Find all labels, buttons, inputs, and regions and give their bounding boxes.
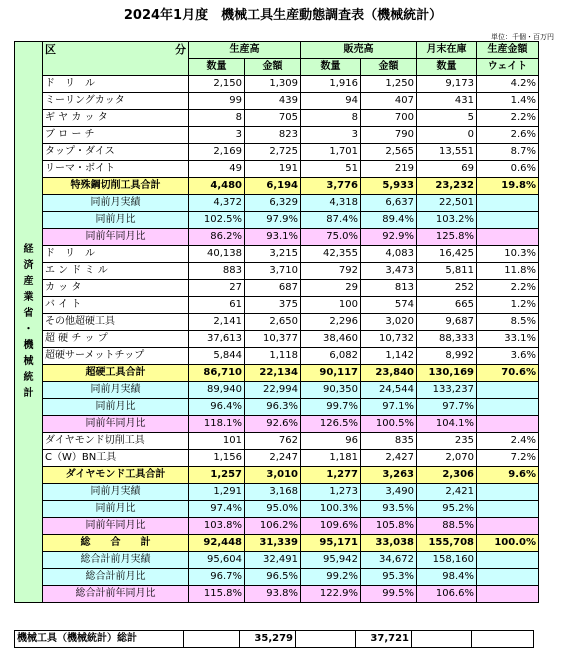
row-value: 96.4% — [189, 399, 245, 416]
row-value: 99.2% — [301, 569, 361, 586]
side-label: 経 済 産 業 省 ・ 機 械 統 計 — [15, 42, 43, 603]
row-label: 同前月比 — [43, 212, 189, 229]
row-value: 4.2% — [477, 76, 539, 93]
row-value: 7.2% — [477, 450, 539, 467]
row-value: 2,427 — [361, 450, 417, 467]
row-value: 5,811 — [417, 263, 477, 280]
row-value: 103.8% — [189, 518, 245, 535]
row-value: 2.2% — [477, 280, 539, 297]
row-value: 105.8% — [361, 518, 417, 535]
inventory-qty-header: 数量 — [417, 59, 477, 76]
production-amount-header: 金額 — [245, 59, 301, 76]
row-value — [477, 518, 539, 535]
page-title: 2024年1月度 機械工具生産動態調査表（機械統計） — [123, 8, 443, 23]
row-value: 90,350 — [301, 382, 361, 399]
row-label: タップ・ダイス — [43, 144, 189, 161]
row-value: 98.4% — [417, 569, 477, 586]
weight-header: 生産金額 — [477, 42, 539, 59]
row-value: 99 — [189, 93, 245, 110]
row-value: 37,613 — [189, 331, 245, 348]
row-label: 総 合 計 — [43, 535, 189, 552]
row-value: 2,169 — [189, 144, 245, 161]
row-value: 1.2% — [477, 297, 539, 314]
table-row — [15, 399, 539, 416]
row-value: 1,273 — [301, 484, 361, 501]
row-value: 1,250 — [361, 76, 417, 93]
row-value: 883 — [189, 263, 245, 280]
row-label: 超 硬 チ ッ プ — [43, 331, 189, 348]
row-value: 100.3% — [301, 501, 361, 518]
row-value: 96 — [301, 433, 361, 450]
row-value: 10.3% — [477, 246, 539, 263]
row-value: 835 — [361, 433, 417, 450]
row-value: 88.5% — [417, 518, 477, 535]
row-value: 8.5% — [477, 314, 539, 331]
row-value — [477, 212, 539, 229]
row-value: 8.7% — [477, 144, 539, 161]
row-value: 1,156 — [189, 450, 245, 467]
row-value: 97.4% — [189, 501, 245, 518]
row-value — [477, 195, 539, 212]
row-value: 158,160 — [417, 552, 477, 569]
table-row — [15, 127, 539, 144]
table-row — [15, 535, 539, 552]
row-value: 1,181 — [301, 450, 361, 467]
row-value: 88,333 — [417, 331, 477, 348]
row-value: 1,701 — [301, 144, 361, 161]
row-value: 2,247 — [245, 450, 301, 467]
kubun-header: 区 分 — [43, 42, 189, 76]
table-row — [15, 450, 539, 467]
row-value: 2,150 — [189, 76, 245, 93]
row-value: 33.1% — [477, 331, 539, 348]
row-value: 3,710 — [245, 263, 301, 280]
row-value: 407 — [361, 93, 417, 110]
row-value: 4,372 — [189, 195, 245, 212]
row-value: 99.7% — [301, 399, 361, 416]
row-value: 90,117 — [301, 365, 361, 382]
grand-total-row — [15, 631, 534, 648]
table-row — [15, 501, 539, 518]
row-label: 特殊鋼切削工具合計 — [43, 178, 189, 195]
row-value: 3.6% — [477, 348, 539, 365]
row-value: 89,940 — [189, 382, 245, 399]
table-row — [15, 331, 539, 348]
row-value: 93.1% — [245, 229, 301, 246]
row-value: 5,844 — [189, 348, 245, 365]
row-value: 96.5% — [245, 569, 301, 586]
row-value: 6,194 — [245, 178, 301, 195]
row-value: 93.5% — [361, 501, 417, 518]
grand-total-sales-amount: 37,721 — [356, 631, 412, 648]
row-value: 6,637 — [361, 195, 417, 212]
row-value: 51 — [301, 161, 361, 178]
row-value: 33,038 — [361, 535, 417, 552]
row-value: 2,565 — [361, 144, 417, 161]
table-row — [15, 365, 539, 382]
table-row — [15, 263, 539, 280]
row-value: 61 — [189, 297, 245, 314]
row-value: 133,237 — [417, 382, 477, 399]
row-value: 4,083 — [361, 246, 417, 263]
row-value: 790 — [361, 127, 417, 144]
production-qty-header: 数量 — [189, 59, 245, 76]
row-value: 4,480 — [189, 178, 245, 195]
row-value: 8,992 — [417, 348, 477, 365]
row-value: 96.7% — [189, 569, 245, 586]
row-value: 3,490 — [361, 484, 417, 501]
row-value: 93.8% — [245, 586, 301, 603]
row-value: 13,551 — [417, 144, 477, 161]
row-label: 同前年同月比 — [43, 229, 189, 246]
row-value: 705 — [245, 110, 301, 127]
row-value: 2,421 — [417, 484, 477, 501]
row-value: 1,277 — [301, 467, 361, 484]
row-value: 31,339 — [245, 535, 301, 552]
table-row — [15, 144, 539, 161]
row-value — [477, 416, 539, 433]
row-value: 22,134 — [245, 365, 301, 382]
row-value: 94 — [301, 93, 361, 110]
row-value: 70.6% — [477, 365, 539, 382]
row-value: 40,138 — [189, 246, 245, 263]
row-value: 2,306 — [417, 467, 477, 484]
row-value: 115.8% — [189, 586, 245, 603]
row-value: 191 — [245, 161, 301, 178]
table-row — [15, 178, 539, 195]
row-value — [477, 501, 539, 518]
row-value: 3,168 — [245, 484, 301, 501]
row-label: 同前年同月比 — [43, 518, 189, 535]
row-value: 8 — [301, 110, 361, 127]
row-value: 2,725 — [245, 144, 301, 161]
row-value: 1,257 — [189, 467, 245, 484]
row-value: 2,296 — [301, 314, 361, 331]
row-value: 2,070 — [417, 450, 477, 467]
row-value: 100 — [301, 297, 361, 314]
row-value: 155,708 — [417, 535, 477, 552]
sales-amount-header: 金額 — [361, 59, 417, 76]
row-value: 92,448 — [189, 535, 245, 552]
row-value: 2.6% — [477, 127, 539, 144]
table-row — [15, 110, 539, 127]
row-label: ブ ロ ー チ — [43, 127, 189, 144]
row-value — [477, 399, 539, 416]
row-value: 813 — [361, 280, 417, 297]
row-value: 3,215 — [245, 246, 301, 263]
row-value: 126.5% — [301, 416, 361, 433]
row-label: 同前月実績 — [43, 382, 189, 399]
row-value: 75.0% — [301, 229, 361, 246]
row-value: 3 — [189, 127, 245, 144]
row-value: 92.9% — [361, 229, 417, 246]
row-value: 42,355 — [301, 246, 361, 263]
row-value: 574 — [361, 297, 417, 314]
row-value: 34,672 — [361, 552, 417, 569]
table-row — [15, 569, 539, 586]
inventory-header: 月末在庫 — [417, 42, 477, 59]
row-label: 同前年同月比 — [43, 416, 189, 433]
row-value: 10,377 — [245, 331, 301, 348]
row-value: 101 — [189, 433, 245, 450]
row-value: 762 — [245, 433, 301, 450]
row-value: 0.6% — [477, 161, 539, 178]
row-value: 49 — [189, 161, 245, 178]
row-value: 106.2% — [245, 518, 301, 535]
row-label: C（W）BN工具 — [43, 450, 189, 467]
row-label: ド リ ル — [43, 246, 189, 263]
row-value: 252 — [417, 280, 477, 297]
row-value — [477, 552, 539, 569]
row-value: 22,994 — [245, 382, 301, 399]
row-value: 0 — [417, 127, 477, 144]
row-label: ダイヤモンド工具合計 — [43, 467, 189, 484]
row-value: 3,263 — [361, 467, 417, 484]
row-value: 95.0% — [245, 501, 301, 518]
table-row — [15, 348, 539, 365]
row-value: 1.4% — [477, 93, 539, 110]
table-row — [15, 161, 539, 178]
row-value: 2,650 — [245, 314, 301, 331]
row-value: 32,491 — [245, 552, 301, 569]
row-value: 102.5% — [189, 212, 245, 229]
row-value — [477, 382, 539, 399]
row-value: 16,425 — [417, 246, 477, 263]
row-value: 431 — [417, 93, 477, 110]
row-value: 87.4% — [301, 212, 361, 229]
row-value: 97.1% — [361, 399, 417, 416]
table-row — [15, 382, 539, 399]
row-label: 同前月実績 — [43, 195, 189, 212]
row-value: 9,173 — [417, 76, 477, 93]
row-value: 1,291 — [189, 484, 245, 501]
row-value: 1,142 — [361, 348, 417, 365]
row-label: カ ッ タ — [43, 280, 189, 297]
row-value: 100.0% — [477, 535, 539, 552]
table-row — [15, 416, 539, 433]
row-label: 総合計前月実績 — [43, 552, 189, 569]
row-value — [477, 484, 539, 501]
row-value: 86,710 — [189, 365, 245, 382]
row-value: 375 — [245, 297, 301, 314]
sales-qty-header: 数量 — [301, 59, 361, 76]
row-value: 8 — [189, 110, 245, 127]
row-value: 9,687 — [417, 314, 477, 331]
row-value: 2.4% — [477, 433, 539, 450]
row-value: 118.1% — [189, 416, 245, 433]
row-value: 3,776 — [301, 178, 361, 195]
table-row — [15, 280, 539, 297]
weight-sub-header: ウェイト — [477, 59, 539, 76]
row-value: 6,082 — [301, 348, 361, 365]
row-label: 同前月実績 — [43, 484, 189, 501]
row-value — [477, 229, 539, 246]
table-row — [15, 212, 539, 229]
row-value: 1,118 — [245, 348, 301, 365]
row-value: 3,020 — [361, 314, 417, 331]
row-value: 23,840 — [361, 365, 417, 382]
row-value: 97.7% — [417, 399, 477, 416]
grand-total-table — [14, 630, 534, 648]
row-label: その他超硬工具 — [43, 314, 189, 331]
sales-header: 販売高 — [301, 42, 417, 59]
row-value: 95.2% — [417, 501, 477, 518]
grand-total-label: 機械工具（機械統計）総計 — [15, 631, 184, 648]
row-value: 823 — [245, 127, 301, 144]
row-value: 1,916 — [301, 76, 361, 93]
row-value: 106.6% — [417, 586, 477, 603]
row-value: 1,309 — [245, 76, 301, 93]
table-row — [15, 297, 539, 314]
row-value: 89.4% — [361, 212, 417, 229]
row-value: 24,544 — [361, 382, 417, 399]
table-row — [15, 246, 539, 263]
unit-note: 単位：千個・百万円 — [491, 33, 554, 41]
row-value: 439 — [245, 93, 301, 110]
row-value: 3,473 — [361, 263, 417, 280]
row-value: 219 — [361, 161, 417, 178]
table-row — [15, 195, 539, 212]
row-value: 22,501 — [417, 195, 477, 212]
row-value: 38,460 — [301, 331, 361, 348]
row-value: 96.3% — [245, 399, 301, 416]
row-value: 97.9% — [245, 212, 301, 229]
row-label: 超硬サーメットチップ — [43, 348, 189, 365]
table-row — [15, 467, 539, 484]
table-row — [15, 586, 539, 603]
row-label: リーマ・ボイト — [43, 161, 189, 178]
row-value: 23,232 — [417, 178, 477, 195]
row-label: ミーリングカッタ — [43, 93, 189, 110]
row-value: 100.5% — [361, 416, 417, 433]
production-header: 生産高 — [189, 42, 301, 59]
row-value: 27 — [189, 280, 245, 297]
row-value: 6,329 — [245, 195, 301, 212]
row-value: 665 — [417, 297, 477, 314]
row-value: 792 — [301, 263, 361, 280]
row-value: 95,604 — [189, 552, 245, 569]
row-value: 99.5% — [361, 586, 417, 603]
row-value: 69 — [417, 161, 477, 178]
row-value: 95.3% — [361, 569, 417, 586]
row-label: 超硬工具合計 — [43, 365, 189, 382]
row-value: 122.9% — [301, 586, 361, 603]
row-value: 104.1% — [417, 416, 477, 433]
table-row — [15, 484, 539, 501]
row-label: 同前月比 — [43, 501, 189, 518]
row-label: 総合計前月比 — [43, 569, 189, 586]
row-value: 130,169 — [417, 365, 477, 382]
row-value: 19.8% — [477, 178, 539, 195]
row-label: バ イ ト — [43, 297, 189, 314]
row-value: 95,942 — [301, 552, 361, 569]
row-value: 103.2% — [417, 212, 477, 229]
row-label: ギ ヤ カ ッ タ — [43, 110, 189, 127]
row-label: 同前月比 — [43, 399, 189, 416]
row-value: 29 — [301, 280, 361, 297]
row-value: 92.6% — [245, 416, 301, 433]
table-row — [15, 93, 539, 110]
row-value — [477, 569, 539, 586]
row-value — [477, 586, 539, 603]
row-value: 86.2% — [189, 229, 245, 246]
row-value: 10,732 — [361, 331, 417, 348]
row-value: 95,171 — [301, 535, 361, 552]
row-value: 3 — [301, 127, 361, 144]
row-value: 11.8% — [477, 263, 539, 280]
row-value: 9.6% — [477, 467, 539, 484]
row-value: 109.6% — [301, 518, 361, 535]
row-value: 2,141 — [189, 314, 245, 331]
row-value: 2.2% — [477, 110, 539, 127]
row-label: ド リ ル — [43, 76, 189, 93]
row-label: 総合計前年同月比 — [43, 586, 189, 603]
row-value: 4,318 — [301, 195, 361, 212]
row-label: ダイヤモンド切削工具 — [43, 433, 189, 450]
row-value: 235 — [417, 433, 477, 450]
row-value: 5 — [417, 110, 477, 127]
row-label: エ ン ド ミ ル — [43, 263, 189, 280]
table-row — [15, 518, 539, 535]
grand-total-production-amount: 35,279 — [240, 631, 296, 648]
row-value: 3,010 — [245, 467, 301, 484]
table-row — [15, 229, 539, 246]
table-row — [15, 552, 539, 569]
row-value: 5,933 — [361, 178, 417, 195]
row-value: 125.8% — [417, 229, 477, 246]
row-value: 700 — [361, 110, 417, 127]
table-row — [15, 314, 539, 331]
statistics-table — [14, 41, 539, 603]
header-row-1 — [15, 42, 539, 59]
table-row — [15, 433, 539, 450]
table-row — [15, 76, 539, 93]
row-value: 687 — [245, 280, 301, 297]
